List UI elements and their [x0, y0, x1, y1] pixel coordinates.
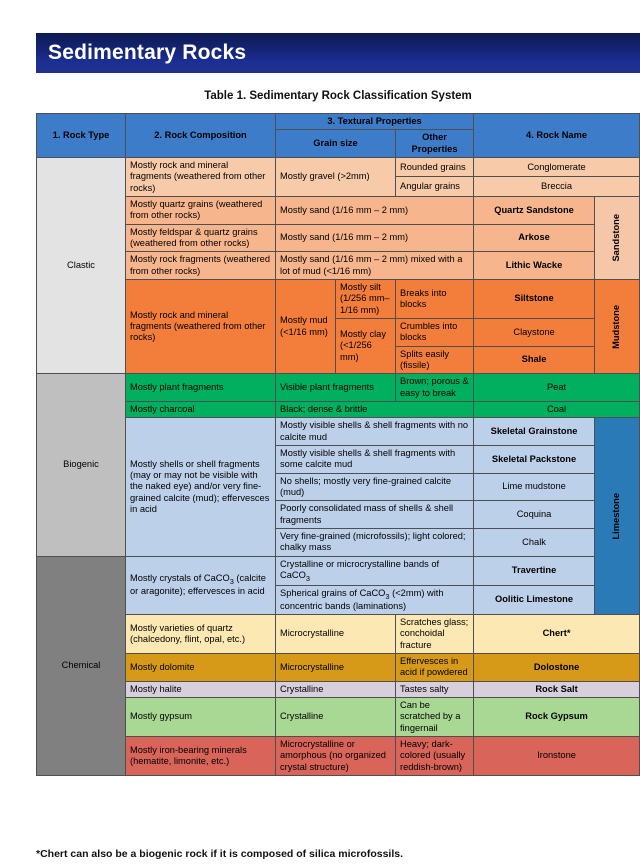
other-siltstone: Breaks into blocks [396, 279, 474, 318]
rock-name-coquina: Coquina [474, 501, 595, 529]
grain-size-conglomerate: Mostly gravel (>2mm) [276, 157, 396, 196]
group-limestone-label: Limestone [611, 492, 622, 540]
table-row-rock-salt [37, 681, 640, 697]
composition-shell-group: Mostly shells or shell fragments (may or may not be visible with the naked eye) and/or very fine-grained calcite (mud); effervesces in acid [126, 418, 276, 556]
table-row-arkose [37, 224, 640, 252]
table-row-skeletal-grainstone [37, 418, 640, 446]
rock-name-skeletal-packstone: Skeletal Packstone [474, 445, 595, 473]
other-claystone: Crumbles into blocks [396, 318, 474, 346]
composition-ironstone: Mostly iron-bearing minerals (hematite, limonite, etc.) [126, 736, 276, 775]
rock-name-siltstone: Siltstone [474, 279, 595, 318]
other-shale: Splits easily (fissile) [396, 346, 474, 374]
table-caption: Table 1. Sedimentary Rock Classification System [204, 90, 472, 102]
grain-size-clay: Mostly clay (<1/256 mm) [336, 318, 396, 373]
header-textural-properties: 3. Textural Properties [276, 114, 474, 130]
description-skeletal-packstone: Mostly visible shells & shell fragments with some calcite mud [276, 445, 474, 473]
rock-type-biogenic: Biogenic [37, 374, 126, 556]
composition-rock-salt: Mostly halite [126, 681, 276, 697]
rock-name-rock-salt: Rock Salt [474, 681, 640, 697]
description-oolitic-limestone: Spherical grains of CaCO$_3$ (<2mm) with concentric bands (laminations) [276, 585, 474, 614]
description-coquina: Poorly consolidated mass of shells & shell fragments [276, 501, 474, 529]
composition-chert: Mostly varieties of quartz (chalcedony, flint, opal, etc.) [126, 614, 276, 653]
page-title: Sedimentary Rocks [48, 41, 247, 64]
other-conglomerate: Rounded grains [396, 157, 474, 176]
table-row-ironstone [37, 736, 640, 775]
rock-type-clastic: Clastic [37, 157, 126, 373]
rock-name-chalk: Chalk [474, 528, 595, 556]
rock-name-lime-mudstone: Lime mudstone [474, 473, 595, 501]
grain-size-rock-gypsum: Crystalline [276, 697, 396, 736]
grain-size-ironstone: Microcrystalline or amorphous (no organized crystal structure) [276, 736, 396, 775]
table-row-peat [37, 374, 640, 402]
other-rock-gypsum: Can be scratched by a fingernail [396, 697, 474, 736]
header-other-properties: Other Properties [396, 130, 474, 158]
table-row-dolostone [37, 653, 640, 681]
table-row-travertine [37, 556, 640, 585]
composition-peat: Mostly plant fragments [126, 374, 276, 402]
grain-size-coal: Black; dense & brittle [276, 401, 474, 417]
composition-coal: Mostly charcoal [126, 401, 276, 417]
other-breccia: Angular grains [396, 177, 474, 197]
grain-size-rock-salt: Crystalline [276, 681, 396, 697]
group-sandstone-label: Sandstone [611, 214, 622, 262]
rock-name-breccia: Breccia [474, 177, 640, 197]
header-rock-type: 1. Rock Type [37, 114, 126, 158]
table-row-lithic-wacke [37, 252, 640, 280]
composition-lithic-wacke: Mostly rock fragments (weathered from other rocks) [126, 252, 276, 280]
page-banner [36, 33, 640, 73]
rock-name-conglomerate: Conglomerate [474, 157, 640, 176]
composition-dolostone: Mostly dolomite [126, 653, 276, 681]
other-chert: Scratches glass; conchoidal fracture [396, 614, 474, 653]
rock-name-peat: Peat [474, 374, 640, 402]
other-peat: Brown; porous & easy to break [396, 374, 474, 402]
table-footnote: *Chert can also be a biogenic rock if it is composed of silica microfossils. [36, 848, 404, 860]
rock-name-arkose: Arkose [474, 224, 595, 252]
group-mudstone-label: Mudstone [611, 304, 622, 349]
rock-name-chert: Chert* [474, 614, 640, 653]
table-row-siltstone [37, 279, 640, 318]
other-dolostone: Effervesces in acid if powdered [396, 653, 474, 681]
other-rock-salt: Tastes salty [396, 681, 474, 697]
composition-conglomerate: Mostly rock and mineral fragments (weathered from other rocks) [126, 157, 276, 196]
description-skeletal-grainstone: Mostly visible shells & shell fragments with no calcite mud [276, 418, 474, 446]
grain-size-mud-group: Mostly mud (<1/16 mm) [276, 279, 336, 373]
grain-size-dolostone: Microcrystalline [276, 653, 396, 681]
grain-size-peat: Visible plant fragments [276, 374, 396, 402]
group-limestone [595, 418, 640, 615]
rock-name-travertine: Travertine [474, 556, 595, 585]
grain-size-silt: Mostly silt (1/256 mm–1/16 mm) [336, 279, 396, 318]
sedimentary-rock-classification-table [36, 113, 640, 776]
rock-type-chemical: Chemical [37, 556, 126, 775]
composition-arkose: Mostly feldspar & quartz grains (weathered from other rocks) [126, 224, 276, 252]
grain-size-quartz-sandstone: Mostly sand (1/16 mm – 2 mm) [276, 196, 474, 224]
rock-name-claystone: Claystone [474, 318, 595, 346]
rock-name-coal: Coal [474, 401, 640, 417]
rock-name-quartz-sandstone: Quartz Sandstone [474, 196, 595, 224]
table-row-conglomerate [37, 157, 640, 176]
header-grain-size: Grain size [276, 130, 396, 158]
rock-name-ironstone: Ironstone [474, 736, 640, 775]
composition-caco3-group: Mostly crystals of CaCO$_3$ (calcite or aragonite); effervesces in acid [126, 556, 276, 614]
grain-size-arkose: Mostly sand (1/16 mm – 2 mm) [276, 224, 474, 252]
group-sandstone [595, 196, 640, 279]
description-chalk: Very fine-grained (microfossils); light colored; chalky mass [276, 528, 474, 556]
table-header-row [37, 114, 640, 130]
description-travertine: Crystalline or microcrystalline bands of CaCO$_3$ [276, 556, 474, 585]
grain-size-chert: Microcrystalline [276, 614, 396, 653]
header-rock-name: 4. Rock Name [474, 114, 640, 158]
rock-name-skeletal-grainstone: Skeletal Grainstone [474, 418, 595, 446]
table-row-rock-gypsum [37, 697, 640, 736]
table-row-chert [37, 614, 640, 653]
group-mudstone [595, 279, 640, 373]
description-lime-mudstone: No shells; mostly very fine-grained calcite (mud) [276, 473, 474, 501]
rock-name-lithic-wacke: Lithic Wacke [474, 252, 595, 280]
grain-size-lithic-wacke: Mostly sand (1/16 mm – 2 mm) mixed with a lot of mud (<1/16 mm) [276, 252, 474, 280]
composition-rock-gypsum: Mostly gypsum [126, 697, 276, 736]
rock-name-oolitic-limestone: Oolitic Limestone [474, 585, 595, 614]
header-rock-composition: 2. Rock Composition [126, 114, 276, 158]
rock-name-rock-gypsum: Rock Gypsum [474, 697, 640, 736]
rock-name-dolostone: Dolostone [474, 653, 640, 681]
rock-name-shale: Shale [474, 346, 595, 374]
other-ironstone: Heavy; dark-colored (usually reddish-brown) [396, 736, 474, 775]
composition-quartz-sandstone: Mostly quartz grains (weathered from other rocks) [126, 196, 276, 224]
table-row-coal [37, 401, 640, 417]
table-row-quartz-sandstone [37, 196, 640, 224]
composition-mud-group: Mostly rock and mineral fragments (weathered from other rocks) [126, 279, 276, 373]
